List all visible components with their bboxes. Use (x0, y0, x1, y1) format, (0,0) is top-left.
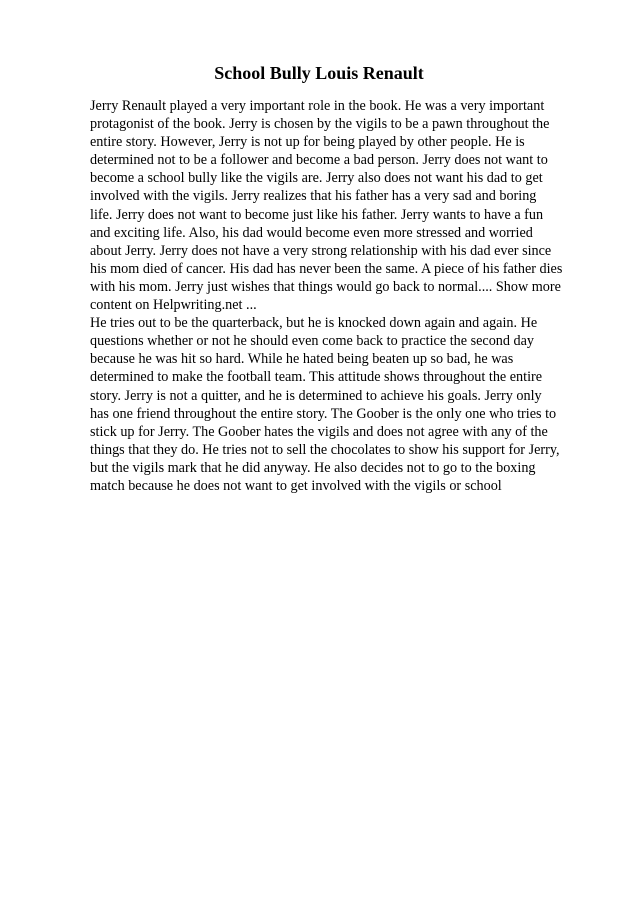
document-body (90, 97, 590, 495)
text-line: things that they do. He tries not to sell the chocolates to show his support for Jerry, (90, 441, 560, 458)
text-line: determined not to be a follower and become a bad person. Jerry does not want to (90, 152, 548, 169)
text-line: He tries out to be the quarterback, but he is knocked down again and again. He (90, 315, 538, 332)
text-line: content on Helpwriting.net ... (90, 297, 257, 314)
text-line: but the vigils mark that he did anyway. He also decides not to go to the boxing (90, 459, 536, 476)
text-line: match because he does not want to get involved with the vigils or school (90, 477, 502, 494)
text-line: and exciting life. Also, his dad would become even more stressed and worried (90, 224, 533, 241)
text-line: protagonist of the book. Jerry is chosen by the vigils to be a pawn throughout the (90, 116, 550, 133)
text-line: stick up for Jerry. The Goober hates the vigils and does not agree with any of the (90, 423, 548, 440)
text-line: his mom died of cancer. His dad has never been the same. A piece of his father dies (90, 260, 563, 277)
text-line: with his mom. Jerry just wishes that things would go back to normal.... Show more (90, 278, 561, 295)
document-title: School Bully Louis Renault (214, 63, 424, 83)
text-line: Jerry Renault played a very important role in the book. He was a very important (90, 98, 545, 114)
text-line: determined to make the football team. This attitude shows throughout the entire (90, 369, 543, 386)
text-line: about Jerry. Jerry does not have a very strong relationship with his dad ever since (90, 242, 552, 259)
text-line: questions whether or not he should even come back to practice the second day (90, 333, 535, 350)
text-line: life. Jerry does not want to become just like his father. Jerry wants to have a fun (90, 206, 544, 223)
text-line: because he was hit so hard. While he hated being beaten up so bad, he was (90, 351, 514, 368)
text-line: become a school bully like the vigils are. Jerry also does not want his dad to get (90, 170, 543, 187)
text-line: story. Jerry is not a quitter, and he is determined to achieve his goals. Jerry only (90, 387, 542, 404)
text-line: entire story. However, Jerry is not up for being played by other people. He is (90, 134, 525, 151)
text-line: involved with the vigils. Jerry realizes that his father has a very sad and boring (90, 188, 537, 205)
text-line: has one friend throughout the entire story. The Goober is the only one who tries to (90, 405, 557, 422)
